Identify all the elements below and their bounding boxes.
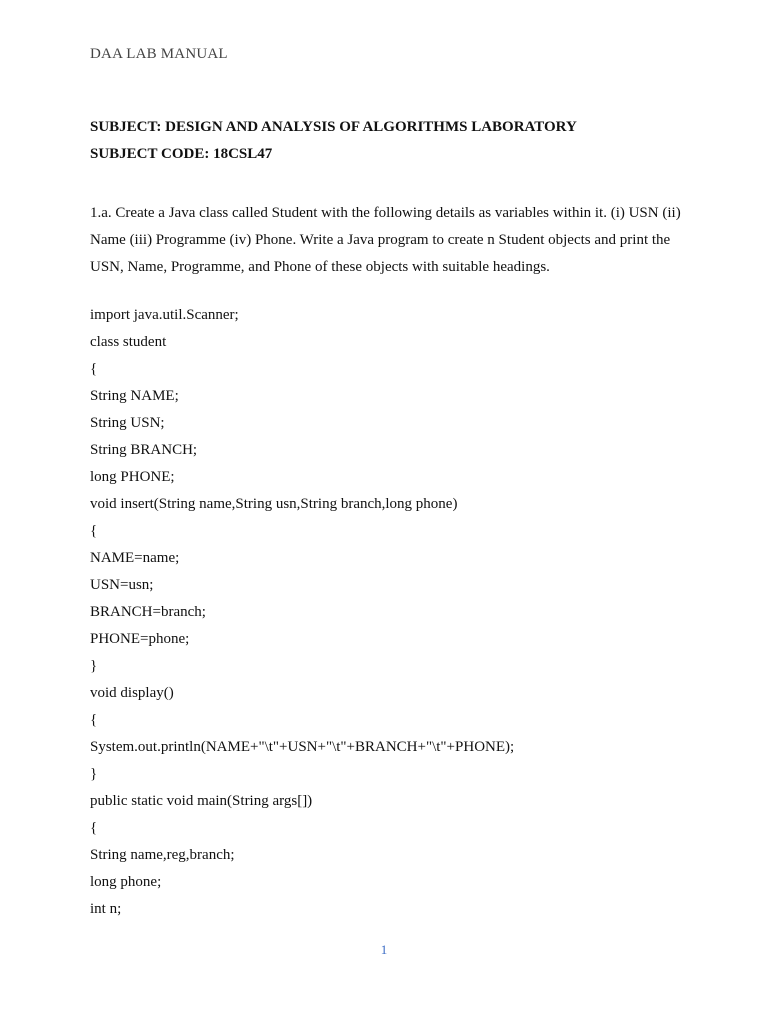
code-line: BRANCH=branch;: [90, 604, 206, 620]
code-line: USN=usn;: [90, 577, 154, 593]
code-line: }: [90, 658, 98, 674]
code-line: String name,reg,branch;: [90, 847, 235, 863]
subject-title: SUBJECT: DESIGN AND ANALYSIS OF ALGORITHMS LABORATORY: [90, 119, 577, 135]
code-line: void display(): [90, 685, 174, 701]
code-line: }: [90, 766, 98, 782]
subject-code: SUBJECT CODE: 18CSL47: [90, 146, 273, 162]
code-line: {: [90, 361, 98, 377]
code-line: {: [90, 523, 98, 539]
code-line: System.out.println(NAME+"\t"+USN+"\t"+BRANCH+"\t"+PHONE);: [90, 739, 515, 755]
code-line: NAME=name;: [90, 550, 180, 566]
code-line: String BRANCH;: [90, 442, 198, 458]
code-line: int n;: [90, 901, 122, 917]
code-line: PHONE=phone;: [90, 631, 190, 647]
code-line: void insert(String name,String usn,String branch,long phone): [90, 496, 458, 512]
code-line: {: [90, 712, 98, 728]
code-line: long PHONE;: [90, 469, 175, 485]
page-header: DAA LAB MANUAL: [90, 46, 228, 62]
code-line: import java.util.Scanner;: [90, 307, 239, 323]
code-line: long phone;: [90, 874, 162, 890]
page-number: 1: [380, 942, 388, 957]
code-line: String NAME;: [90, 388, 179, 404]
code-line: class student: [90, 334, 167, 350]
code-line: String USN;: [90, 415, 165, 431]
code-line: {: [90, 820, 98, 836]
code-listing: [90, 306, 514, 927]
question-text: 1.a. Create a Java class called Student with the following details as variables within it. (i) USN (ii) Name (iii) Programme (iv) Phone. Write a Java program to create n Student objects and print the USN, Name, Programme, and Phone of these objects with suitable headings.: [90, 205, 681, 275]
code-line: public static void main(String args[]): [90, 793, 313, 809]
